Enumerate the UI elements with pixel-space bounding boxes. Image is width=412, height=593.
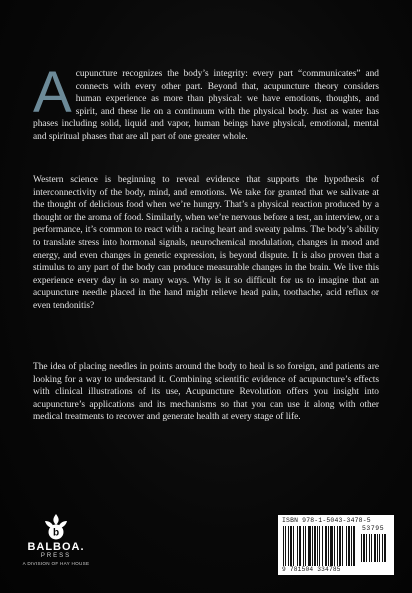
intro-paragraph-text: cupuncture recognizes the body’s integrity: every part “communicates” and connects with every other part. Beyond that, acupuncture theory considers human experience as more than physical: we have emotions, thoughts, and spirit, and these lie on a continuum with the physical body. Just as water has phases including solid, liquid and vapor, human beings have physical, emotional, mental and spiritual phases that are all part of one greater whole. [33,69,379,142]
science-paragraph: Western science is beginning to reveal evidence that supports the hypothesis of interconnectivity of the body, mind, and emotions. We take for granted that we salivate at the thought of delicious food when we’re hungry. That’s a physical reaction produced by a thought or the aroma of food. Similarly, when we’re nervous before a test, an interview, or a performance, it’s common to react with a racing heart and sweaty palms. The body’s ability to translate stress into hormonal signals, neurochemical modulation, changes in mood and energy, and even changes in genetic expression, is beyond dispute. It is also proven that a stimulus to any part of the body can produce measurable changes in the brain. We live this experience every day in so many ways. Why is it so difficult for us to imagine that an acupuncture needle placed in the hand might relieve head pain, toothache, acid reflux or even tendonitis? [33,175,379,311]
isbn-barcode [278,515,394,575]
ean-number: 9 781504 334785 [282,566,341,573]
addon-number: 53795 [362,525,385,532]
publisher-press: PRESS [40,553,72,559]
lotus-b-icon [41,512,71,540]
ean-barcode-bars [283,526,357,566]
drop-cap-letter: A [33,60,72,125]
closing-paragraph: The idea of placing needles in points around the body to heal is so foreign, and patients are looking for a way to understand it. Combining scientific evidence of acupuncture’s effects with clinical illustrations of its use, Acupuncture Revolution offers you insight into acupuncture’s applications and its mechanisms so that you can use it along with other medical treatments to recover and generate health at every stage of life. [33,362,379,423]
publisher-logo [18,512,94,566]
svg-text:b: b [52,527,60,539]
publisher-name: BALBOA. [27,541,85,553]
intro-paragraph [33,60,379,144]
addon-barcode-bars [361,534,389,562]
publisher-division: A DIVISION OF HAY HOUSE [22,561,90,566]
isbn-text: ISBN 978-1-5043-3478-5 [282,517,371,524]
